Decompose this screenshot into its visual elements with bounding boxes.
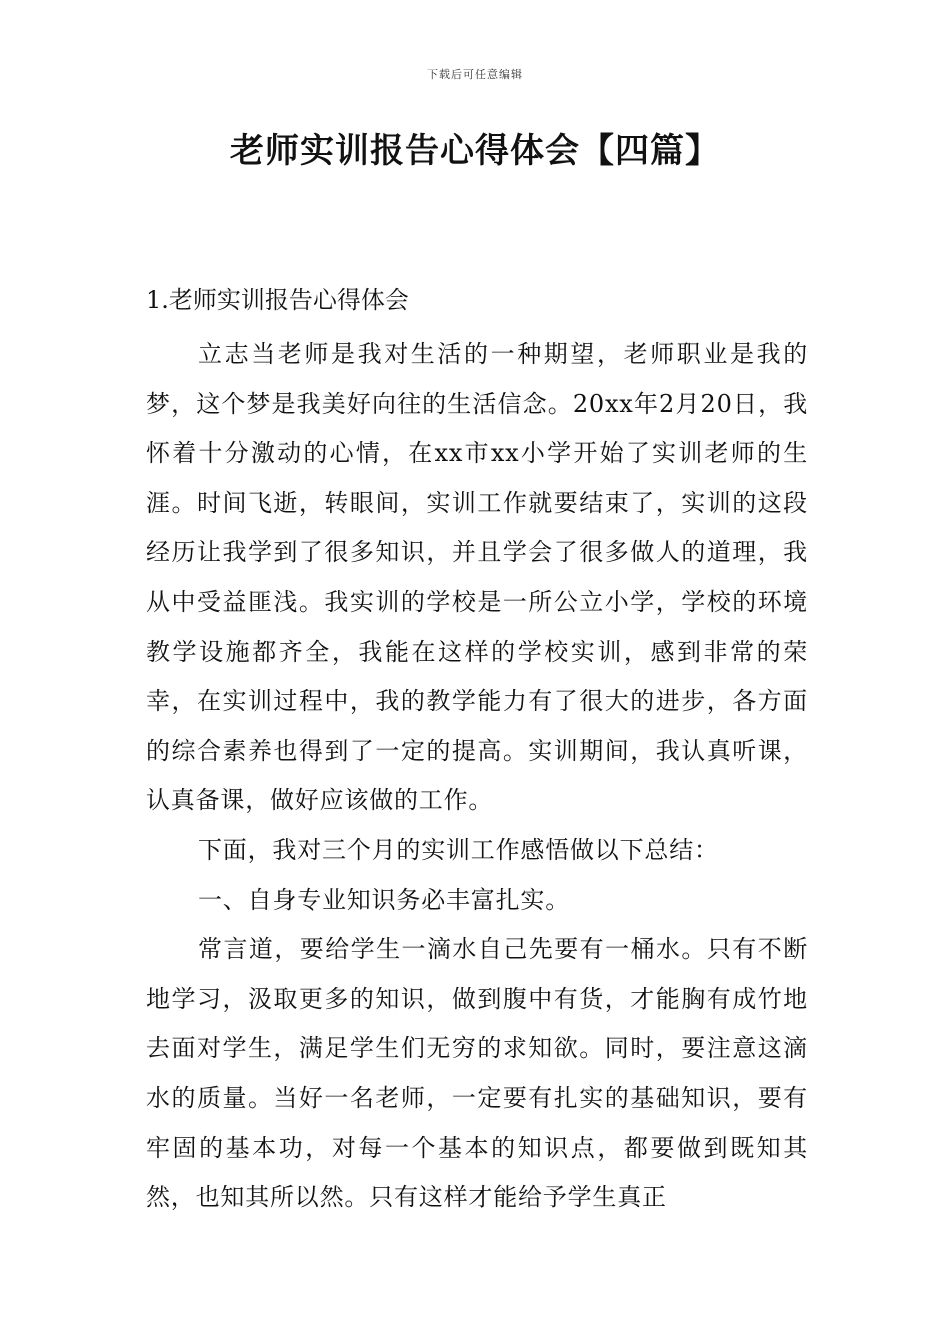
document-title: 老师实训报告心得体会【四篇】 bbox=[230, 131, 720, 171]
paragraph: 常言道，要给学生一滴水自己先要有一桶水。只有不断地学习，汲取更多的知识，做到腹中有货，才能胸有成竹地去面对学生，满足学生们无穷的求知欲。同时，要注意这滴水的质量。当好一名老师，一定要有扎实的基础知识，要有牢固的基本功，对每一个基本的知识点，都要做到既知其然，也知其所以然。只有这样才能给予学生真正 bbox=[146, 935, 808, 1212]
document-body bbox=[146, 280, 808, 1223]
paragraph: 下面，我对三个月的实训工作感悟做以下总结： bbox=[198, 835, 719, 864]
section-heading: 1.老师实训报告心得体会 bbox=[146, 286, 409, 314]
header-note: 下载后可任意编辑 bbox=[427, 68, 523, 81]
paragraph: 一、自身专业知识务必丰富扎实。 bbox=[198, 885, 570, 914]
paragraph: 立志当老师是我对生活的一种期望，老师职业是我的梦，这个梦是我美好向往的生活信念。20xx年2月20日，我怀着十分激动的心情，在xx市xx小学开始了实训老师的生涯。时间飞逝，转眼间，实训工作就要结束了，实训的这段经历让我学到了很多知识，并且学会了很多做人的道理，我从中受益匪浅。我实训的学校是一所公立小学，学校的环境教学设施都齐全，我能在这样的学校实训，感到非常的荣幸，在实训过程中，我的教学能力有了很大的进步，各方面的综合素养也得到了一定的提高。实训期间，我认真听课，认真备课，做好应该做的工作。 bbox=[146, 340, 808, 815]
